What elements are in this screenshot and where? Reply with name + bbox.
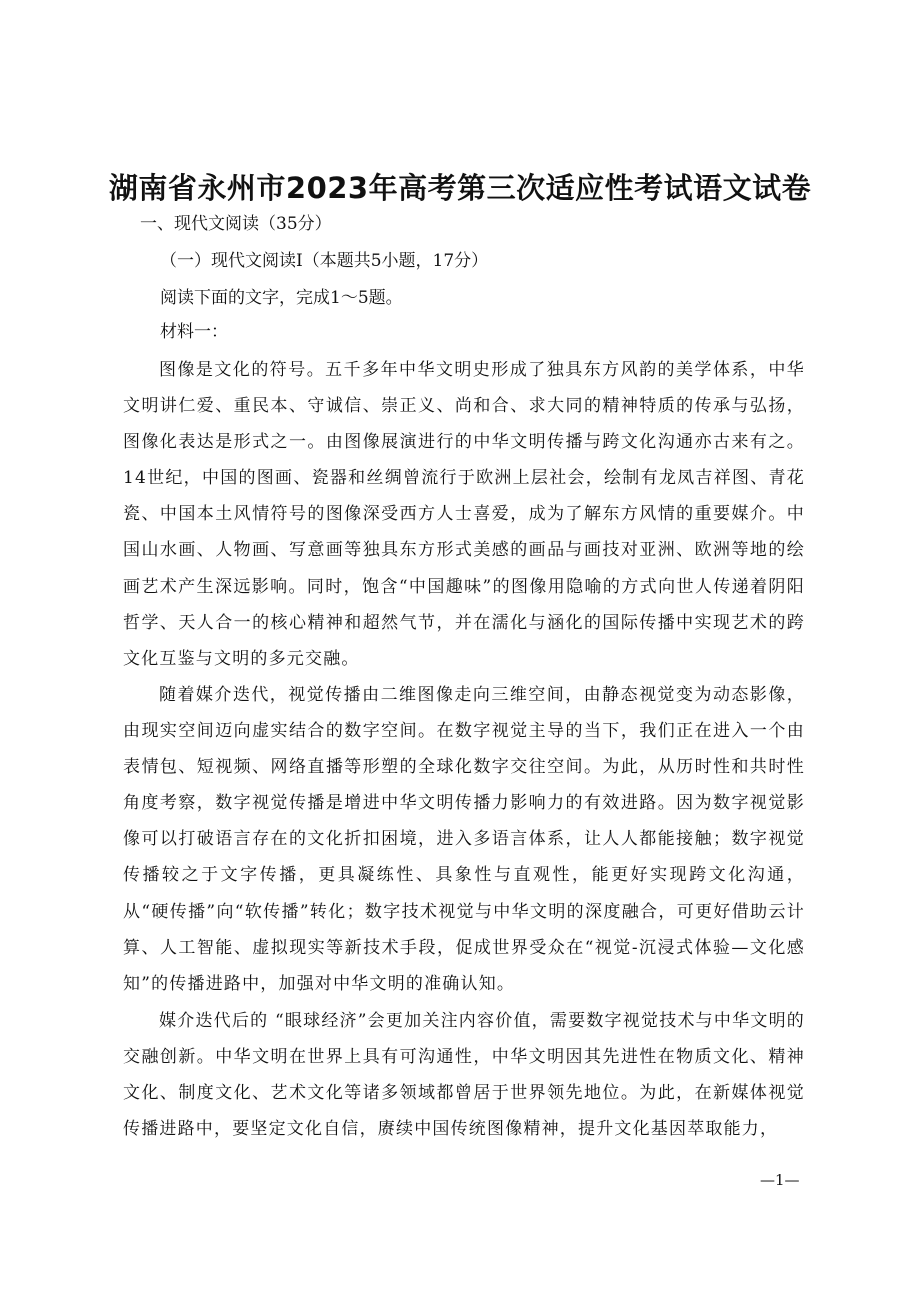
page-title: 湖南省永州市2023年高考第三次适应性考试语文试卷 — [108, 171, 812, 205]
section-heading: 一、现代文阅读（35分） — [140, 214, 332, 234]
paragraph-1: 图像是文化的符号。五千多年中华文明史形成了独具东方风韵的美学体系，中华文明讲仁爱、重民本、守诚信、崇正义、尚和合、求大同的精神特质的传承与弘扬，图像化表达是形式之一。由图像展演进行的中华文明传播与跨文化沟通亦古来有之。14世纪，中国的图画、瓷器和丝绸曾流行于欧洲上层社会，绘制有龙凤吉祥图、青花瓷、中国本土风情符号的图像深受西方人士喜爱，成为了解东方风情的重要媒介。中国山水画、人物画、写意画等独具东方形式美感的画品与画技对亚洲、欧洲等地的绘画艺术产生深远影响。同时，饱含“中国趣味”的图像用隐喻的方式向世人传递着阴阳哲学、天人合一的核心精神和超然气节，并在濡化与涵化的国际传播中实现艺术的跨文化互鉴与文明的多元交融。 — [123, 360, 805, 669]
reading-instruction: 阅读下面的文字，完成1～5题。 — [160, 288, 403, 308]
paragraph-3: 媒介迭代后的 “眼球经济”会更加关注内容价值，需要数字视觉技术与中华文明的交融创新。中华文明在世界上具有可沟通性，中华文明因其先进性在物质文化、精神文化、制度文化、艺术文化等诸多领域都曾居于世界领先地位。为此，在新媒体视觉传播进路中，要坚定文化自信，赓续中国传统图像精神，提升文化基因萃取能力， — [123, 1011, 805, 1140]
paragraph-2: 随着媒介迭代，视觉传播由二维图像走向三维空间，由静态视觉变为动态影像，由现实空间迈向虚实结合的数字空间。在数字视觉主导的当下，我们正在进入一个由表情包、短视频、网络直播等形塑的全球化数字交往空间。为此，从历时性和共时性角度考察，数字视觉传播是增进中华文明传播力影响力的有效进路。因为数字视觉影像可以打破语言存在的文化折扣困境，进入多语言体系，让人人都能接触；数字视觉传播较之于文字传播，更具凝练性、具象性与直观性，能更好实现跨文化沟通，从“硬传播”向“软传播”转化；数字技术视觉与中华文明的深度融合，可更好借助云计算、人工智能、虚拟现实等新技术手段，促成世界受众在“视觉-沉浸式体验—文化感知”的传播进路中，加强对中华文明的准确认知。 — [123, 685, 805, 994]
page-number: —1— — [760, 1171, 800, 1189]
material-label: 材料一： — [160, 322, 228, 342]
subsection-heading: （一）现代文阅读I（本题共5小题，17分） — [160, 251, 489, 271]
